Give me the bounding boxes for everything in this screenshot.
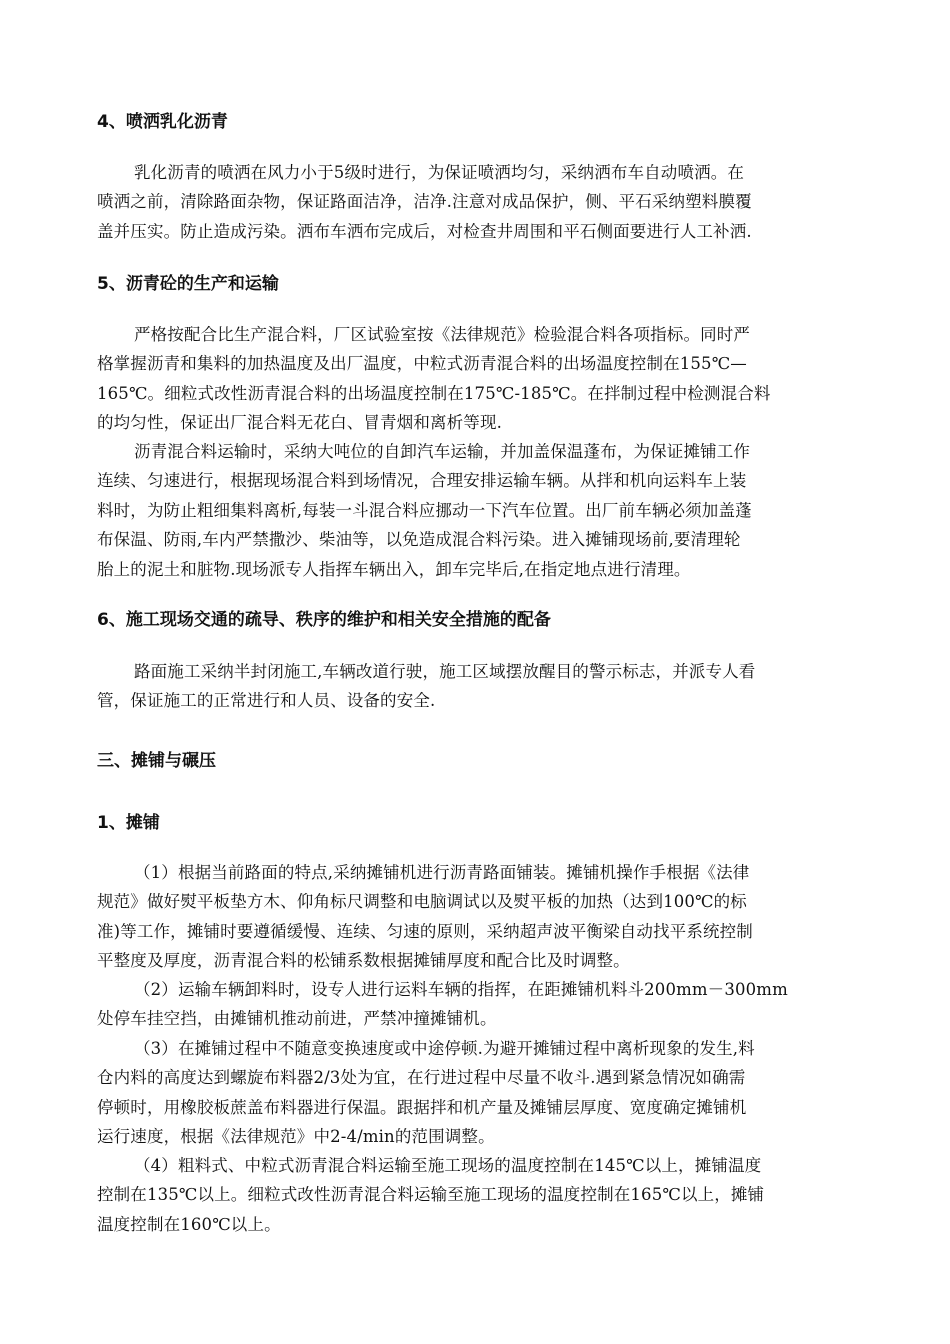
text-line: 运行速度，根据《法律规范》中2-4/min的范围调整。 bbox=[97, 1127, 495, 1147]
text-line: 喷洒之前，清除路面杂物，保证路面洁净，洁净.注意对成品保护，侧、平石采纳塑料膜覆 bbox=[97, 192, 752, 212]
text-line: 处停车挂空挡，由摊铺机推动前进，严禁冲撞摊铺机。 bbox=[97, 1009, 497, 1029]
section-heading: 6、施工现场交通的疏导、秩序的维护和相关安全措施的配备 bbox=[97, 610, 551, 630]
paragraph bbox=[97, 1151, 857, 1239]
paragraph bbox=[97, 975, 857, 1034]
paragraph bbox=[97, 158, 857, 246]
text-line: 乳化沥青的喷洒在风力小于5级时进行，为保证喷洒均匀，采纳洒布车自动喷洒。在 bbox=[134, 163, 745, 182]
text-line: 沥青混合料运输时，采纳大吨位的自卸汽车运输，并加盖保温蓬布，为保证摊铺工作 bbox=[134, 442, 751, 461]
text-line: 165℃。细粒式改性沥青混合料的出场温度控制在175℃-185℃。在拌制过程中检测混合料 bbox=[97, 383, 771, 403]
text-line: 温度控制在160℃以上。 bbox=[97, 1214, 281, 1234]
text-line: 仓内料的高度达到螺旋布料器2/3处为宜，在行进过程中尽量不收斗.遇到紧急情况如确需 bbox=[97, 1068, 746, 1088]
text-line: （2）运输车辆卸料时，设专人进行运料车辆的指挥，在距摊铺机料斗200mm－300mm bbox=[134, 980, 788, 999]
text-line: 布保温、防雨,车内严禁撒沙、柴油等，以免造成混合料污染。进入摊铺现场前,要清理轮 bbox=[97, 530, 741, 550]
text-line: 停顿时，用橡胶板蔗盖布料器进行保温。跟据拌和机产量及摊铺层厚度、宽度确定摊铺机 bbox=[97, 1097, 747, 1117]
text-line: 料时，为防止粗细集料离析,每装一斗混合料应挪动一下汽车位置。出厂前车辆必须加盖蓬 bbox=[97, 500, 752, 520]
paragraph bbox=[97, 657, 857, 716]
paragraph bbox=[97, 320, 857, 438]
text-line: 盖并压实。防止造成污染。洒布车洒布完成后，对检查井周围和平石侧面要进行人工补洒. bbox=[97, 221, 752, 241]
paragraph bbox=[97, 1034, 857, 1152]
text-line: 格掌握沥青和集料的加热温度及出厂温度，中粒式沥青混合料的出场温度控制在155℃— bbox=[97, 354, 747, 374]
text-line: 胎上的泥土和脏物.现场派专人指挥车辆出入，卸车完毕后,在指定地点进行清理。 bbox=[97, 559, 691, 579]
text-line: 准)等工作，摊铺时要遵循缓慢、连续、匀速的原则，采纳超声波平衡梁自动找平系统控制 bbox=[97, 921, 753, 941]
chapter-heading: 三、摊铺与碾压 bbox=[97, 751, 216, 771]
text-line: 平整度及厚度，沥青混合料的松铺系数根据摊铺厚度和配合比及时调整。 bbox=[97, 951, 630, 971]
text-line: 连续、匀速进行，根据现场混合料到场情况，合理安排运输车辆。从拌和机向运料车上装 bbox=[97, 471, 747, 491]
section-heading: 4、喷洒乳化沥青 bbox=[97, 112, 228, 132]
text-line: 管，保证施工的正常进行和人员、设备的安全. bbox=[97, 691, 436, 711]
text-line: 的均匀性，保证出厂混合料无花白、冒青烟和离析等现. bbox=[97, 413, 502, 433]
section-heading: 1、摊铺 bbox=[97, 813, 160, 833]
text-line: （3）在摊铺过程中不随意变换速度或中途停顿.为避开摊铺过程中离析现象的发生,料 bbox=[134, 1039, 755, 1058]
paragraph bbox=[97, 858, 857, 976]
text-line: 路面施工采纳半封闭施工,车辆改道行驶，施工区域摆放醒目的警示标志，并派专人看 bbox=[134, 662, 756, 681]
text-line: 规范》做好熨平板垫方木、仰角标尺调整和电脑调试以及熨平板的加热（达到100℃的标 bbox=[97, 892, 747, 912]
text-line: （1）根据当前路面的特点,采纳摊铺机进行沥青路面铺装。摊铺机操作手根据《法律 bbox=[134, 863, 750, 882]
paragraph bbox=[97, 437, 857, 584]
text-line: （4）粗料式、中粒式沥青混合料运输至施工现场的温度控制在145℃以上，摊铺温度 bbox=[134, 1156, 762, 1175]
text-line: 控制在135℃以上。细粒式改性沥青混合料运输至施工现场的温度控制在165℃以上，摊铺 bbox=[97, 1185, 765, 1205]
section-heading: 5、沥青砼的生产和运输 bbox=[97, 274, 279, 294]
text-line: 严格按配合比生产混合料，厂区试验室按《法律规范》检验混合料各项指标。同时严 bbox=[134, 325, 751, 344]
